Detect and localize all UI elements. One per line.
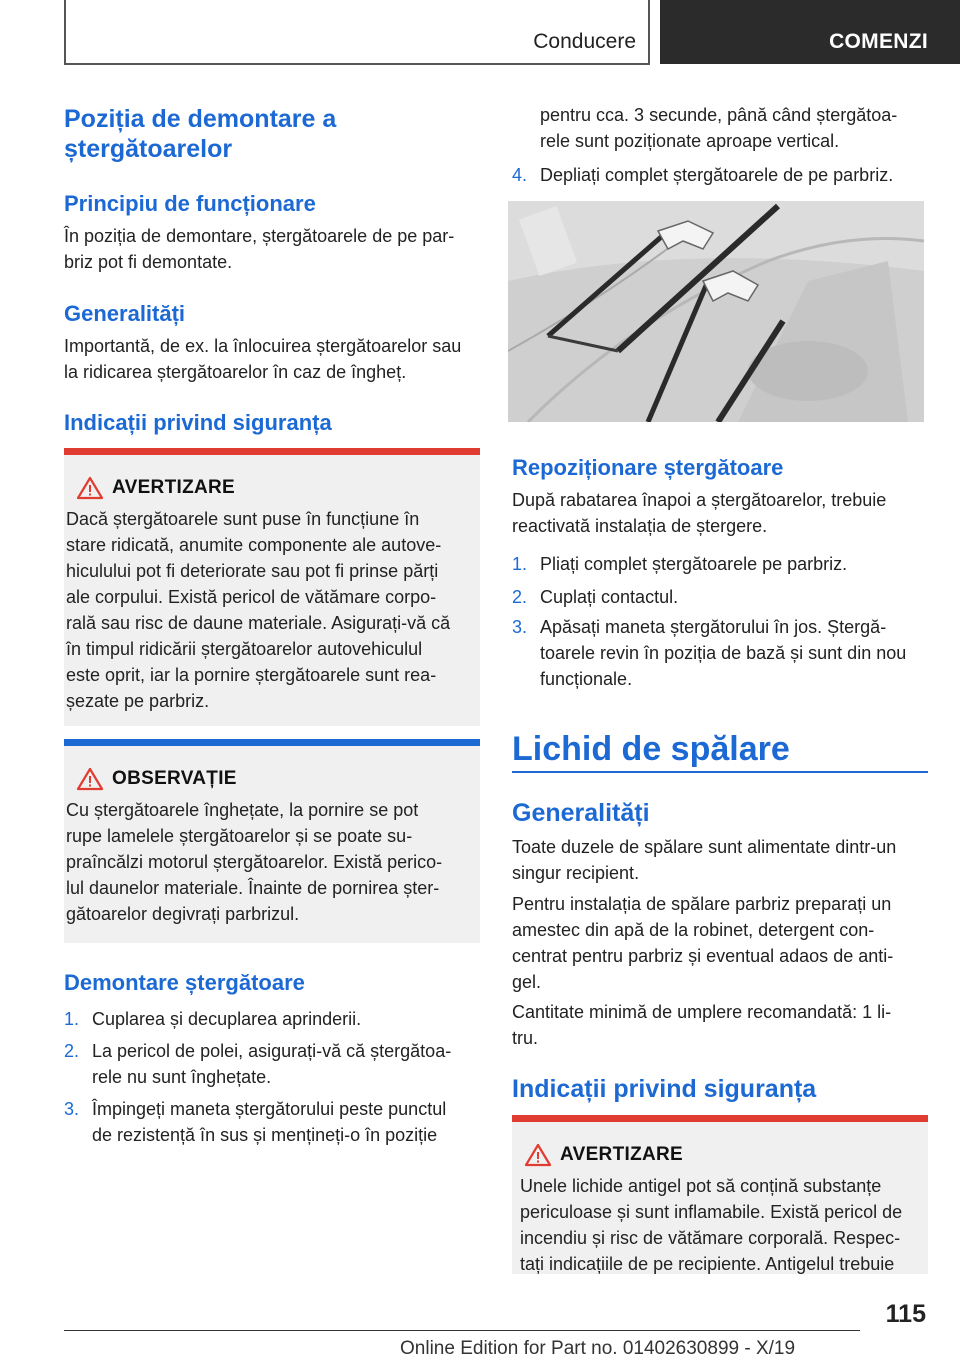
list-item (64, 1006, 480, 1032)
text-line: periculoase și sunt inflamabile. Există pericol de (520, 1202, 903, 1222)
text-line: incendiu și risc de vătămare corporală. Respec- (520, 1228, 901, 1248)
chapter-tab-label: COMENZI (829, 30, 928, 53)
text-line: este oprit, iar la pornire ștergătoarele sunt rea- (66, 665, 437, 685)
text-line: reactivată instalația de ștergere. (512, 516, 768, 536)
list-text: La pericol de polei, asigurați-vă că ștergătoa- (92, 1041, 452, 1061)
notice-box (64, 739, 480, 943)
list-item (512, 584, 928, 610)
text-line: Pentru instalația de spălare parbriz preparați un (512, 894, 892, 914)
washer-heading: Lichid de spălare (512, 730, 790, 768)
reposition-heading: Repoziționare ștergătoare (512, 455, 784, 480)
list-text: de rezistență în sus și mențineți-o în poziție (92, 1125, 438, 1145)
chapter-tab[interactable] (660, 0, 960, 64)
left-title (64, 104, 336, 164)
washer-general-text (512, 834, 896, 886)
text-line: rală sau risc de daune materiale. Asigurați-vă că (66, 613, 451, 633)
warning-title: AVERTIZARE (112, 477, 235, 498)
list-text: Depliați complet ștergătoarele de pe parbriz. (540, 165, 894, 185)
text-line: pentru cca. 3 secunde, până când ștergătoa- (540, 105, 898, 125)
list-number: 2. (64, 1041, 80, 1061)
list-text: funcționale. (540, 669, 633, 689)
text-line: singur recipient. (512, 863, 640, 883)
text-line: stare ridicată, anumite componente ale autove- (66, 535, 442, 555)
edition-text: Online Edition for Part no. 01402630899 - X/19 (400, 1338, 796, 1359)
warning-triangle-icon (76, 767, 104, 791)
text-line: șezate pe parbriz. (66, 691, 210, 711)
notice-bar (64, 739, 480, 746)
text-line: Toate duzele de spălare sunt alimentate dintr-un (512, 837, 897, 857)
text-line: hiculului pot fi deteriorate sau pot fi prinse părți (66, 561, 439, 581)
continued-text (540, 102, 897, 154)
text-line: lul daunelor materiale. Înainte de pornirea șter- (66, 878, 440, 898)
text-line: ale corpului. Există pericol de vătămare corpo- (66, 587, 437, 607)
text-line: praîncălzi motorul ștergătoarelor. Există perico- (66, 852, 443, 872)
general-heading: Generalități (64, 301, 186, 326)
text-line: amestec din apă de la robinet, detergent con- (512, 920, 875, 940)
text-line: centrat pentru parbriz și eventual adaos de anti- (512, 946, 894, 966)
warning-bar (512, 1115, 928, 1122)
list-text: Apăsați maneta ștergătorului în jos. Ștergă- (540, 617, 887, 637)
section-title: Conducere (533, 30, 636, 53)
warning-box (64, 448, 480, 726)
warning-bar (64, 448, 480, 455)
safety-heading-right: Indicații privind siguranța (512, 1075, 817, 1103)
text-line: După rabatarea înapoi a ștergătoarelor, trebuie (512, 490, 887, 510)
reposition-text (512, 487, 886, 539)
washer-general-heading: Generalități (512, 799, 650, 827)
text-line: rupe lamelele ștergătoarelor și se poate su- (66, 826, 413, 846)
heading-rule (512, 771, 928, 773)
warning-text (66, 506, 478, 714)
wiper-removal-figure (508, 201, 924, 422)
text-line: în timpul ridicării ștergătoarelor autovehiculul (66, 639, 423, 659)
list-number: 1. (64, 1009, 80, 1029)
list-item (512, 614, 928, 692)
notice-text (66, 797, 478, 927)
principle-text (64, 223, 454, 275)
text-line: briz pot fi demontate. (64, 252, 233, 272)
text-line: rele sunt poziționate aproape vertical. (540, 131, 840, 151)
list-item (64, 1038, 480, 1090)
notice-title: OBSERVAȚIE (112, 768, 237, 789)
warning-triangle-icon (76, 476, 104, 500)
text-line: Cantitate minimă de umplere recomandată: 1 li- (512, 1002, 892, 1022)
list-text: Cuplați contactul. (540, 587, 679, 607)
list-item (512, 551, 928, 577)
title-line-2: ștergătoarelor (64, 135, 233, 163)
washer-mix-text (512, 891, 893, 995)
text-line: gătoarelor degivrați parbrizul. (66, 904, 300, 924)
washer-quantity-text (512, 999, 891, 1051)
header-bottom-border (64, 63, 650, 65)
wiper-illustration (508, 201, 924, 422)
list-item (512, 162, 928, 188)
list-text: Pliați complet ștergătoarele pe parbriz. (540, 554, 848, 574)
text-line: gel. (512, 972, 542, 992)
text-line: Cu ștergătoarele înghețate, la pornire se pot (66, 800, 419, 820)
list-text: Cuplarea și decuplarea aprinderii. (92, 1009, 362, 1029)
list-number: 1. (512, 554, 528, 574)
footer-rule (64, 1330, 860, 1331)
list-text: Împingeți maneta ștergătorului peste punctul (92, 1099, 447, 1119)
list-number: 3. (512, 617, 528, 637)
header-left-border (64, 0, 66, 64)
warning-text (520, 1173, 928, 1277)
header-separator (648, 0, 650, 64)
text-line: tru. (512, 1028, 539, 1048)
list-item (64, 1096, 480, 1148)
warning-box (512, 1115, 928, 1274)
list-number: 3. (64, 1099, 80, 1119)
list-text: rele nu sunt înghețate. (92, 1067, 272, 1087)
general-text (64, 333, 461, 385)
warning-triangle-icon (524, 1143, 552, 1167)
list-text: toarele revin în poziția de bază și sunt din nou (540, 643, 907, 663)
removal-heading: Demontare ștergătoare (64, 970, 305, 995)
warning-title: AVERTIZARE (560, 1144, 683, 1165)
list-number: 2. (512, 587, 528, 607)
text-line: tați indicațiile de pe recipiente. Antigelul trebuie (520, 1254, 895, 1274)
text-line: În poziția de demontare, ștergătoarele de pe par- (64, 226, 455, 246)
text-line: Unele lichide antigel pot să conțină substanțe (520, 1176, 882, 1196)
title-line-1: Poziția de demontare a (64, 105, 337, 133)
text-line: Importantă, de ex. la înlocuirea ștergătoarelor sau (64, 336, 462, 356)
safety-heading: Indicații privind siguranța (64, 410, 332, 435)
text-line: Dacă ștergătoarele sunt puse în funcțiune în (66, 509, 420, 529)
principle-heading: Principiu de funcționare (64, 191, 316, 216)
text-line: la ridicarea ștergătoarelor în caz de îngheț. (64, 362, 407, 382)
page-number: 115 (885, 1300, 926, 1328)
list-number: 4. (512, 165, 528, 185)
